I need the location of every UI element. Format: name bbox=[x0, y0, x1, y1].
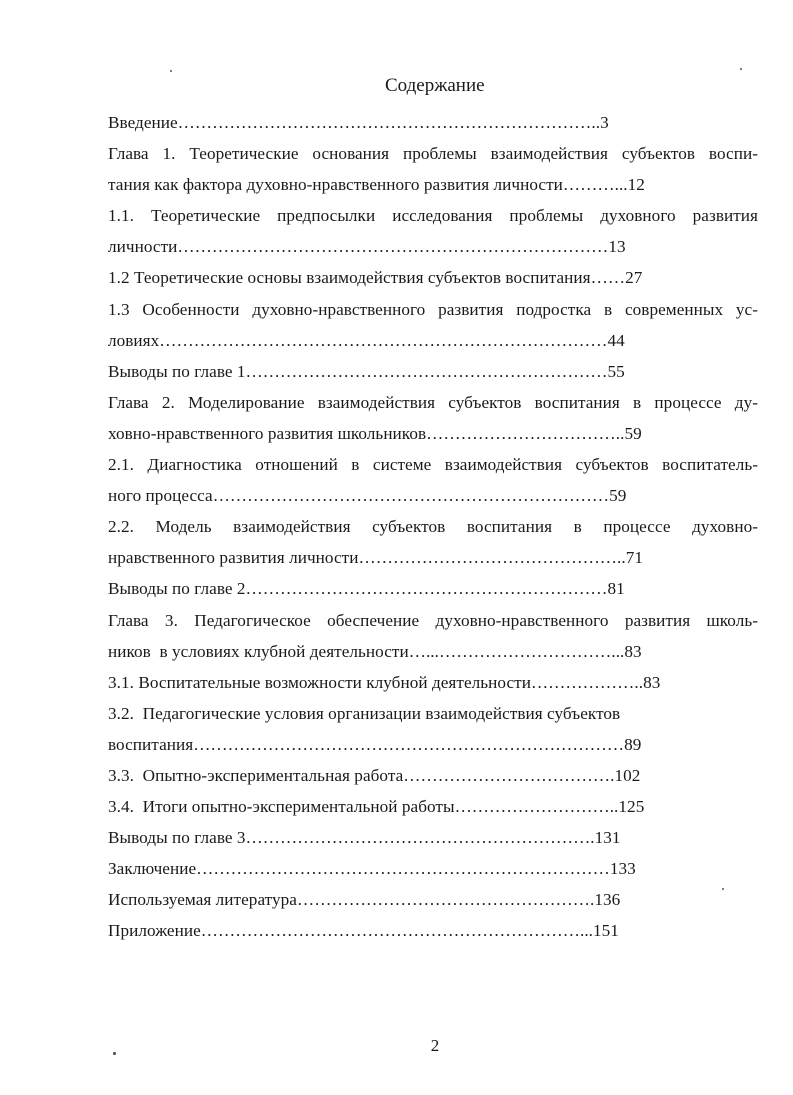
toc-line: Глава 3. Педагогическое обеспечение духовно-нравственного развития школь- bbox=[108, 610, 758, 630]
toc-line: ников в условиях клубной деятельности…...…………………………...83 bbox=[108, 641, 642, 661]
scan-speck bbox=[740, 68, 742, 70]
toc-line: 2.1. Диагностика отношений в системе взаимодействия субъектов воспитатель- bbox=[108, 455, 758, 475]
toc-line: ного процесса……………………………………………………………59 bbox=[108, 486, 627, 506]
toc-line: тания как фактора духовно-нравственного развития личности………...12 bbox=[108, 175, 645, 195]
toc-line: воспитания…………………………………………………………………89 bbox=[108, 734, 642, 754]
toc-line: 2.2. Модель взаимодействия субъектов воспитания в процессе духовно- bbox=[108, 517, 758, 537]
toc-line: 1.3 Особенности духовно-нравственного развития подростка в современных ус- bbox=[108, 299, 758, 319]
toc-line: Заключение………………………………………………………………133 bbox=[108, 859, 636, 879]
toc-line: ховно-нравственного развития школьников……………………………..59 bbox=[108, 423, 642, 443]
toc-line: Глава 1. Теоретические основания проблемы взаимодействия субъектов воспи- bbox=[108, 144, 758, 164]
toc-line: Используемая литература…………………………………………….136 bbox=[108, 890, 621, 910]
toc-line: Выводы по главе 1………………………………………………………55 bbox=[108, 361, 625, 381]
toc-line: 1.1. Теоретические предпосылки исследования проблемы духовного развития bbox=[108, 206, 758, 226]
toc-line: Выводы по главе 3…………………………………………………….131 bbox=[108, 828, 621, 848]
scan-speck bbox=[113, 1052, 116, 1055]
toc-line: Введение………………………………………………………………..3 bbox=[108, 113, 609, 132]
toc-line: Глава 2. Моделирование взаимодействия субъектов воспитания в процессе ду- bbox=[108, 392, 758, 412]
table-of-contents bbox=[108, 107, 758, 947]
toc-line: 3.3. Опытно-экспериментальная работа……………………………….102 bbox=[108, 765, 641, 785]
toc-line: ловиях……………………………………………………………………44 bbox=[108, 330, 625, 350]
page-number: 2 bbox=[430, 1036, 440, 1055]
page-title: Содержание bbox=[385, 75, 485, 96]
scan-speck bbox=[722, 888, 724, 890]
toc-line: Приложение…………………………………………………………...151 bbox=[108, 921, 619, 941]
toc-line: личности…………………………………………………………………13 bbox=[108, 237, 626, 257]
scan-speck bbox=[170, 70, 172, 72]
toc-line: нравственного развития личности………………………………………..71 bbox=[108, 548, 644, 568]
toc-line: 3.2. Педагогические условия организации взаимодействия субъектов bbox=[108, 703, 621, 723]
toc-line: 3.1. Воспитательные возможности клубной деятельности………………..83 bbox=[108, 672, 661, 692]
toc-line: Выводы по главе 2………………………………………………………81 bbox=[108, 579, 625, 599]
toc-line: 3.4. Итоги опытно-экспериментальной работы………………………..125 bbox=[108, 797, 645, 817]
toc-line: 1.2 Теоретические основы взаимодействия субъектов воспитания……27 bbox=[108, 268, 643, 288]
